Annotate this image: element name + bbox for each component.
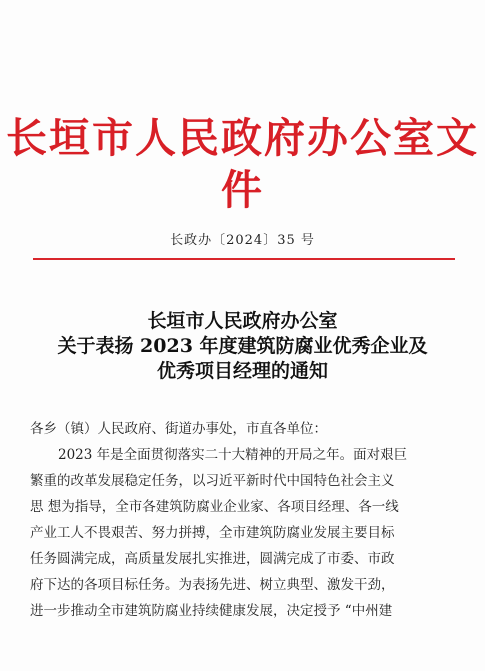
salutation: 各乡（镇）人民政府、街道办事处，市直各单位： — [30, 421, 327, 437]
body-line-2: 繁重的改革发展稳定任务，以习近平新时代中国特色社会主义 — [30, 473, 395, 489]
body-line-4: 产业工人不畏艰苦、努力拼搏，全市建筑防腐业发展主要目标 — [30, 525, 395, 541]
body-line-3: 思 想为指导，全市各建筑防腐业企业家、各项目经理、各一线 — [30, 499, 399, 515]
body-line-1: 2023 年是全面贯彻落实二十大精神的开局之年。面对艰巨 — [58, 447, 408, 463]
red-divider-line — [33, 258, 455, 260]
body-line-7: 进一步推动全市建筑防腐业持续健康发展，决定授予 “中州建 — [30, 603, 393, 619]
body-line-5: 任务圆满完成，高质量发展扎实推进，圆满完成了市委、市政 — [30, 551, 395, 567]
body-line-6: 府下达的各项目标任务。为表扬先进、树立典型、激发干劲， — [30, 577, 395, 593]
notice-body — [30, 416, 456, 624]
notice-title — [0, 309, 485, 384]
title-line-1: 长垣市人民政府办公室 — [147, 310, 338, 332]
issuer-header: 长垣市人民政府办公室文件 — [6, 114, 479, 214]
document-number: 长政办〔2024〕35 号 — [170, 233, 315, 248]
title-line-3: 优秀项目经理的通知 — [156, 360, 328, 382]
title-line-2: 关于表扬 2023 年度建筑防腐业优秀企业及 — [57, 335, 428, 357]
